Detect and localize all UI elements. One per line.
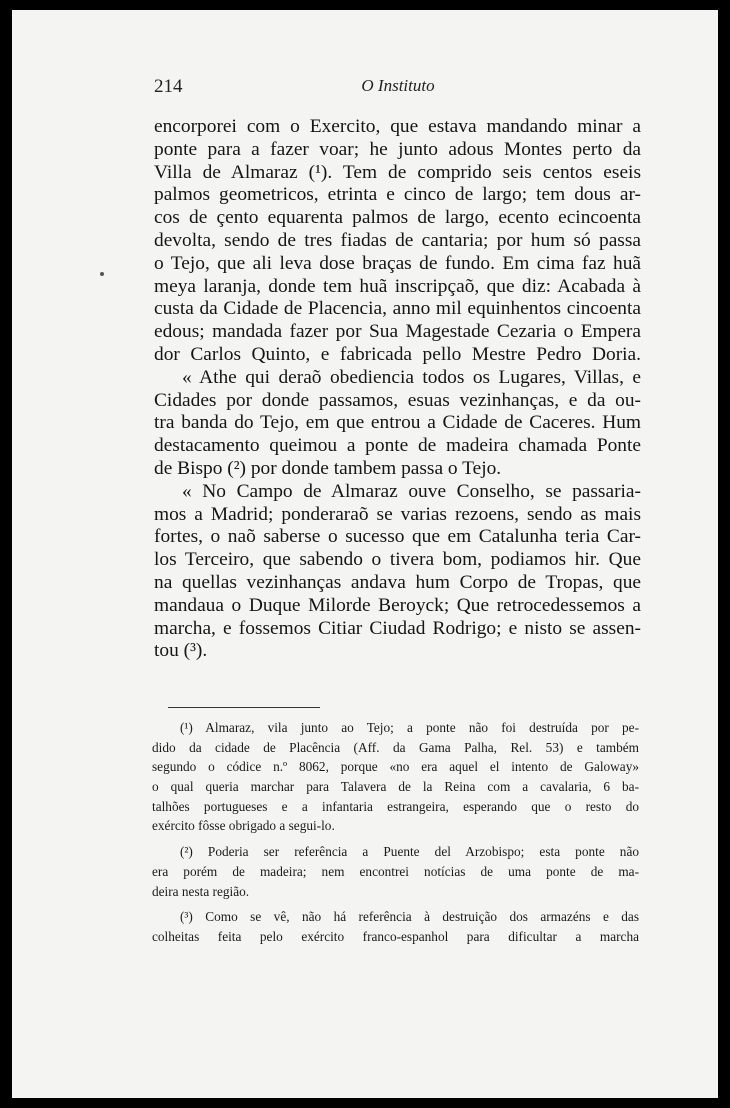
footnote-line: segundo o códice n.º 8062, porque «no era aquel el intento de Galoway» [152, 759, 639, 775]
running-title: O Instituto [361, 76, 435, 95]
body-line: dor Carlos Quinto, e fabricada pello Mestre Pedro Doria. [154, 343, 641, 365]
footnote-line: dido da cidade de Placência (Aff. da Gama Palha, Rel. 53) e também [152, 739, 639, 755]
body-line: Villa de Almaraz (¹). Tem de comprido seis centos eseis [154, 161, 641, 183]
body-line: meya laranja, donde tem huã inscripçaõ, que diz: Acabada à [154, 275, 641, 297]
body-line: custa da Cidade de Placencia, anno mil equinhentos cincoenta [154, 298, 641, 320]
body-line: na quellas vezinhanças andava hum Corpo de Tropas, que [154, 571, 641, 593]
body-line: palmos geometricos, etrinta e cinco de largo; tem dous ar- [154, 184, 641, 206]
page-header [154, 76, 642, 100]
body-line: ponte para a fazer voar; he junto adous Montes perto da [154, 138, 641, 160]
page [12, 10, 718, 1098]
footnote-line: era porém de madeira; nem encontrei notícias de uma ponte de ma- [152, 863, 639, 879]
body-line: tra banda do Tejo, em que entrou a Cidade de Caceres. Hum [154, 412, 641, 434]
body-line: devolta, sendo de tres fiadas de cantaria; por hum só passa [154, 229, 641, 251]
footnote-line: talhões portugueses e a infantaria estrangeira, esperando que o resto do [152, 798, 639, 814]
body-line: o Tejo, que ali leva dose braças de fundo. Em cima faz huã [154, 252, 641, 274]
footnote-line: (³) Como se vê, não há referência à destruição dos armazéns e das [180, 909, 639, 925]
body-line: marcha, e fossemos Citiar Ciudad Rodrigo; e nisto se assen- [154, 617, 641, 639]
footnote-line: o qual queria marchar para Talavera de la Reina com a cavalaria, 6 ba- [152, 779, 639, 795]
body-line: cos de çento equarenta palmos de largo, ecento ecincoenta [154, 207, 641, 229]
body-line: « No Campo de Almaraz ouve Conselho, se passaria- [182, 480, 641, 502]
footnote-line: exército fôsse obrigado a segui-lo. [152, 818, 335, 834]
body-line: tou (³). [154, 640, 208, 662]
footnote-rule [168, 707, 320, 708]
body-text [154, 116, 641, 663]
body-line: Cidades por donde passamos, esuas vezinhanças, e da ou- [154, 389, 641, 411]
footnotes [152, 718, 639, 947]
body-line: « Athe qui deraõ obediencia todos os Lugares, Villas, e [182, 366, 641, 388]
footnote-line: colheitas feita pelo exército franco-espanhol para dificultar a marcha [152, 928, 639, 944]
body-line: los Terceiro, que sabendo o tivera bom, podiamos hir. Que [154, 549, 641, 571]
page-number: 214 [154, 76, 183, 97]
footnote-line: deira nesta região. [152, 883, 250, 899]
body-line: encorporei com o Exercito, que estava mandando minar a [154, 116, 641, 137]
body-line: edous; mandada fazer por Sua Magestade Cezaria o Empera [154, 321, 641, 343]
print-speck [100, 272, 104, 276]
footnote-line: (¹) Almaraz, vila junto ao Tejo; a ponte não foi destruída por pe- [180, 720, 639, 735]
footnote-line: (²) Poderia ser referência a Puente del Arzobispo; esta ponte não [180, 844, 639, 860]
body-line: de Bispo (²) por donde tambem passa o Tejo. [154, 457, 502, 479]
body-line: mos a Madrid; ponderaraõ se varias rezoens, sendo as mais [154, 503, 641, 525]
body-line: mandaua o Duque Milorde Beroyck; Que retrocedessemos a [154, 594, 641, 616]
body-line: fortes, o naõ saberse o sucesso que em Catalunha teria Car- [154, 526, 641, 548]
body-line: destacamento queimou a ponte de madeira chamada Ponte [154, 435, 641, 457]
